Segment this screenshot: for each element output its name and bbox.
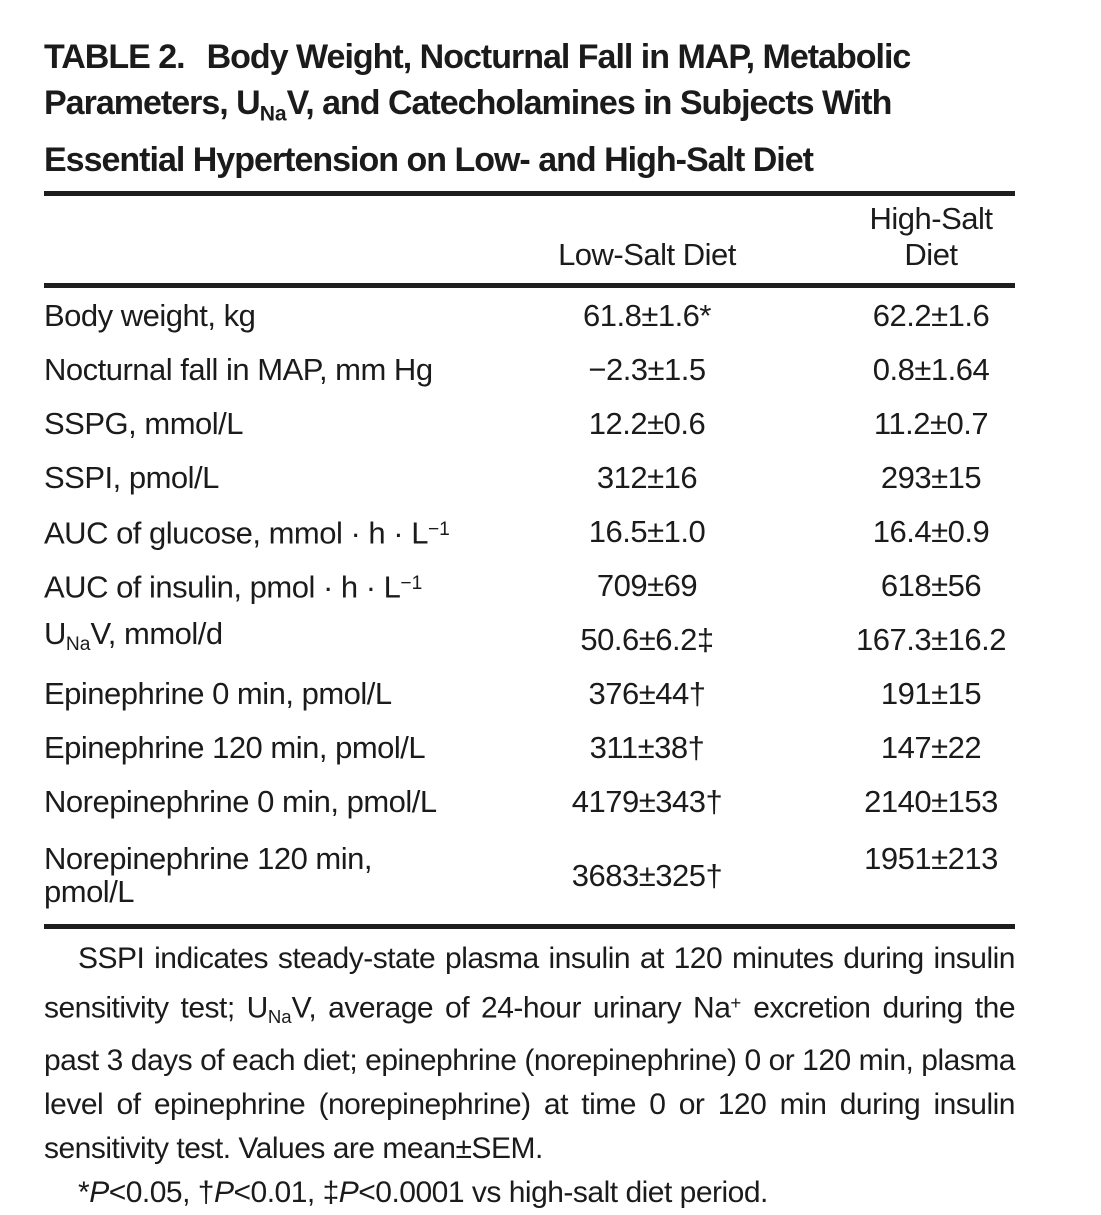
table-number-label: TABLE 2. [44,38,185,76]
p-value-symbol: P [338,1176,359,1210]
row-label: Nocturnal fall in MAP, mm Hg [44,351,433,387]
high-salt-value: 11.2±0.7 [873,405,989,441]
row-label: SSPG, mmol/L [44,405,243,441]
low-salt-value: 376±44† [588,675,706,711]
table-row [44,504,1015,558]
low-salt-value: 12.2±0.6 [588,405,706,441]
high-salt-value: 62.2±1.6 [872,297,990,333]
label-subscript: Na [65,634,91,656]
table-row [44,720,1015,774]
row-label: $U_{Na}V$, mmol/d [44,616,223,656]
low-salt-value: −2.3±1.5 [588,351,706,387]
low-salt-value: 3683±325† [571,857,723,893]
column-header-low-salt: Low-Salt Diet [558,237,736,273]
high-salt-value: 147±22 [880,729,982,765]
footnote-superscript: + [730,992,742,1014]
header-empty-cell [44,194,522,286]
low-salt-value: 311±38† [589,729,705,765]
table-row [44,450,1015,504]
low-salt-value: 312±16 [596,459,698,495]
high-salt-value: 618±56 [880,567,982,603]
row-label: AUC of glucose, mmol · $h \cdot L^{-1}$ [44,515,450,551]
label-superscript: −1 [427,518,450,540]
row-label: AUC of insulin, pmol · $h \cdot L^{-1}$ [44,569,423,605]
table-row [44,774,1015,828]
p-value-symbol: P [213,1176,234,1210]
column-header-high-salt-line2: Diet [904,237,958,273]
column-header-high-salt-line1: High-Salt [869,201,993,237]
table-row [44,666,1015,720]
title-subscript: Na [259,102,287,126]
row-label: Norepinephrine 0 min, pmol/L [44,783,437,819]
high-salt-value: 16.4±0.9 [872,513,990,549]
footnote-significance: *P<0.05, †P<0.01, ‡P<0.0001 vs high-salt diet period. [78,1176,768,1210]
high-salt-value: 293±15 [880,459,982,495]
p-value-symbol: P [89,1176,109,1210]
high-salt-value: 167.3±16.2 [856,621,1006,657]
row-label: SSPI, pmol/L [44,459,219,495]
table-title [44,34,954,183]
table-title-text: Body Weight, Nocturnal Fall in MAP, Metabolic Parameters, U [44,38,911,122]
low-salt-value: 4179±343† [571,783,723,819]
low-salt-value: 50.6±6.2‡ [580,621,714,657]
header-row [44,194,1015,286]
table-row [44,396,1015,450]
low-salt-value: 61.8±1.6* [582,297,711,333]
footnote-subscript: Na [267,1006,292,1028]
footnote-definitions: SSPI indicates steady-state plasma insulin at 120 minutes during insulin sensitivity test; $U_{Na}V$, average of 24-hour urinary Na+ excretion during the past 3 days of each diet; epinephrine (norepinephrine) 0 or 120 min, plasma level of epinephrine (norepinephrine) at time 0 or 120 min during insulin sensitivity test. Values are mean±SEM. [44,942,1016,1166]
row-label: Body weight, kg [44,297,256,333]
high-salt-value: 191±15 [880,675,982,711]
high-salt-value: 1951±213 [864,841,998,877]
row-label: Epinephrine 120 min, pmol/L [44,729,426,765]
table-row [44,286,1015,343]
low-salt-value: 709±69 [596,567,698,603]
results-table [44,191,1015,929]
row-label: Norepinephrine 120 min, pmol/L [44,828,522,927]
high-salt-value: 2140±153 [864,783,998,819]
table-row [44,612,1015,666]
high-salt-value: 0.8±1.64 [872,351,990,387]
table-title-text-cont: V, and Catecholamines in Subjects With Essential Hypertension on Low- and High-Salt Diet [44,84,892,180]
low-salt-value: 16.5±1.0 [588,513,706,549]
table-footnote [44,937,1015,1215]
table-row [44,828,1015,927]
table-row [44,342,1015,396]
row-label-line2: pmol/L [44,874,135,910]
label-superscript: −1 [400,572,423,594]
column-header-high-salt [772,194,1015,286]
row-label: Epinephrine 0 min, pmol/L [44,675,392,711]
table-row [44,558,1015,612]
